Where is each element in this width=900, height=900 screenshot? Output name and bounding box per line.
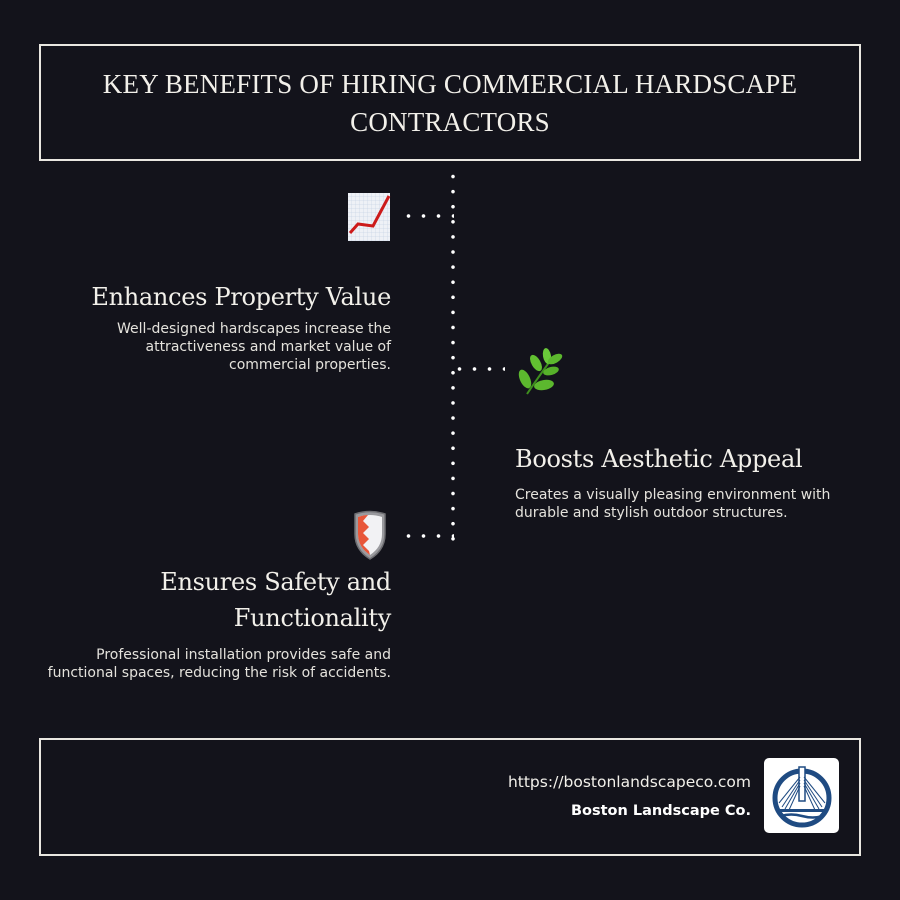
bridge-logo-icon xyxy=(764,758,839,833)
footer-banner xyxy=(39,738,861,856)
website-link[interactable]: https://bostonlandscapeco.com xyxy=(507,773,751,791)
benefit-title: Enhances Property Value xyxy=(91,283,391,311)
benefit-description: Professional installation provides safe and functional spaces, reducing the risk of accidents. xyxy=(47,647,391,681)
connector-dots-3 xyxy=(401,534,454,538)
connector-dots-1 xyxy=(401,214,454,218)
chart-increasing-icon xyxy=(347,192,391,242)
benefit-description: Well-designed hardscapes increase the attractiveness and market value of commercial properties. xyxy=(117,321,391,373)
timeline-dotted-line xyxy=(451,169,455,541)
herb-leaf-icon xyxy=(515,347,565,397)
benefit-description: Creates a visually pleasing environment with durable and stylish outdoor structures. xyxy=(515,487,831,521)
title-banner xyxy=(39,44,861,161)
benefit-title: Boosts Aesthetic Appeal xyxy=(515,445,803,473)
company-name: Boston Landscape Co. xyxy=(570,803,751,819)
shield-icon xyxy=(352,510,388,560)
benefit-title: Ensures Safety and Functionality xyxy=(160,568,391,632)
page-title: KEY BENEFITS OF HIRING COMMERCIAL HARDSCAPE CONTRACTORS xyxy=(102,68,798,137)
connector-dots-2 xyxy=(452,367,505,371)
